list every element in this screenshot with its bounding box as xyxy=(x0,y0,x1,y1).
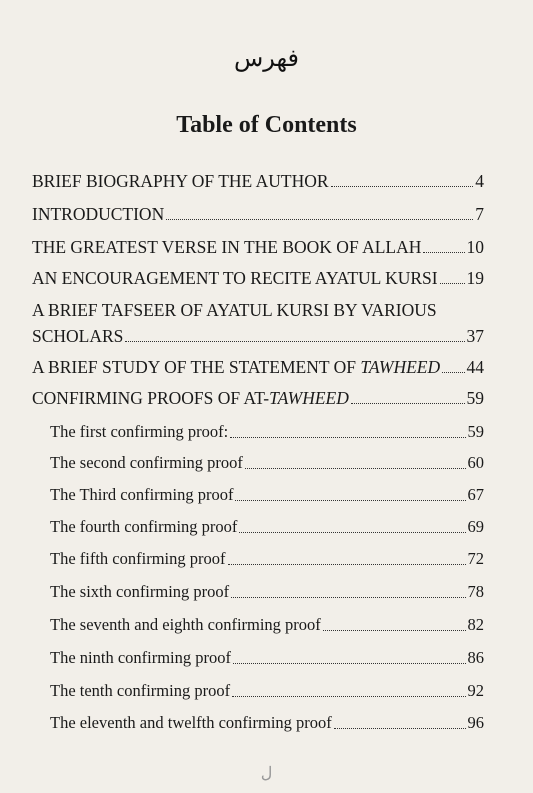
dot-leader xyxy=(231,597,465,598)
toc-subentry-label: The tenth confirming proof xyxy=(50,681,231,700)
toc-subentry-page: 96 xyxy=(467,713,484,732)
toc-entry-label: SCHOLARS xyxy=(32,326,124,346)
toc-subentry-label: The fourth confirming proof xyxy=(50,517,238,536)
toc-entry[interactable] xyxy=(32,356,484,378)
toc-subentry-label: The fifth confirming proof xyxy=(50,549,226,568)
toc-subentry-page: 92 xyxy=(467,681,484,700)
toc-subentry-label: The sixth confirming proof xyxy=(50,582,230,601)
toc-subentry[interactable] xyxy=(50,614,484,636)
toc-subentry[interactable] xyxy=(50,516,484,538)
toc-subentry-label: The second confirming proof xyxy=(50,453,243,472)
toc-entry-page: 10 xyxy=(466,237,484,257)
toc-subentry[interactable] xyxy=(50,452,484,474)
toc-entry-page: 37 xyxy=(466,326,484,346)
toc-subentry[interactable] xyxy=(50,680,484,702)
toc-subentry-label: The Third confirming proof xyxy=(50,485,234,504)
toc-subentry-page: 67 xyxy=(467,485,484,504)
toc-entry[interactable] xyxy=(32,203,484,225)
toc-entry-page: 7 xyxy=(475,204,484,224)
toc-entry-page: 44 xyxy=(466,357,484,377)
toc-subentry-page: 86 xyxy=(467,648,484,667)
dot-leader xyxy=(125,341,464,342)
dot-leader xyxy=(235,500,465,501)
toc-subentry[interactable] xyxy=(50,484,484,506)
toc-subentry-page: 59 xyxy=(467,422,484,441)
dot-leader xyxy=(351,403,465,404)
toc-subentry-page: 72 xyxy=(467,549,484,568)
toc-subentry[interactable] xyxy=(50,712,484,734)
toc-entry[interactable] xyxy=(32,236,484,258)
dot-leader xyxy=(245,468,466,469)
toc-entry[interactable] xyxy=(32,325,484,347)
arabic-ornament: فهرس xyxy=(233,46,300,72)
dot-leader xyxy=(440,283,465,284)
toc-entry-label: AN ENCOURAGEMENT TO RECITE AYATUL KURSI xyxy=(32,268,438,288)
toc-entry-page: 19 xyxy=(466,268,484,288)
page-number: ل xyxy=(260,765,273,782)
dot-leader xyxy=(230,437,465,438)
toc-entry-label: CONFIRMING PROOFS OF AT-TAWHEED xyxy=(32,388,349,408)
toc-entry-page: 59 xyxy=(466,388,484,408)
dot-leader xyxy=(334,728,466,729)
toc-entry-label-line1[interactable]: A BRIEF TAFSEER OF AYATUL KURSI BY VARIOUS xyxy=(32,300,437,320)
toc-subentry-page: 78 xyxy=(467,582,484,601)
dot-leader xyxy=(228,564,466,565)
toc-subentry-label: The seventh and eighth confirming proof xyxy=(50,615,321,634)
toc-subentry[interactable] xyxy=(50,647,484,669)
dot-leader xyxy=(166,219,473,220)
toc-entry-page: 4 xyxy=(475,171,484,191)
toc-subentry-label: The first confirming proof: xyxy=(50,422,229,441)
dot-leader xyxy=(239,532,465,533)
toc-entry-label: A BRIEF STUDY OF THE STATEMENT OF TAWHEED xyxy=(32,357,441,377)
dot-leader xyxy=(323,630,466,631)
toc-subentry[interactable] xyxy=(50,421,484,443)
toc-entry-label: THE GREATEST VERSE IN THE BOOK OF ALLAH xyxy=(32,237,422,257)
toc-subentry-label: The eleventh and twelfth confirming proof xyxy=(50,713,332,732)
toc-subentry-page: 82 xyxy=(467,615,484,634)
dot-leader xyxy=(233,663,465,664)
dot-leader xyxy=(423,252,464,253)
toc-subentry[interactable] xyxy=(50,548,484,570)
toc-entry[interactable] xyxy=(32,387,484,409)
toc-entry[interactable] xyxy=(32,267,484,289)
toc-subentry-page: 60 xyxy=(467,453,484,472)
toc-entry[interactable] xyxy=(32,170,484,192)
toc-subentry[interactable] xyxy=(50,581,484,603)
dot-leader xyxy=(232,696,465,697)
toc-subentry-label: The ninth confirming proof xyxy=(50,648,232,667)
dot-leader xyxy=(442,372,464,373)
toc-subentry-page: 69 xyxy=(467,517,484,536)
toc-entry-label: INTRODUCTION xyxy=(32,204,165,224)
dot-leader xyxy=(331,186,474,187)
toc-entry-label: BRIEF BIOGRAPHY OF THE AUTHOR xyxy=(32,171,329,191)
page-title: Table of Contents xyxy=(176,112,357,138)
